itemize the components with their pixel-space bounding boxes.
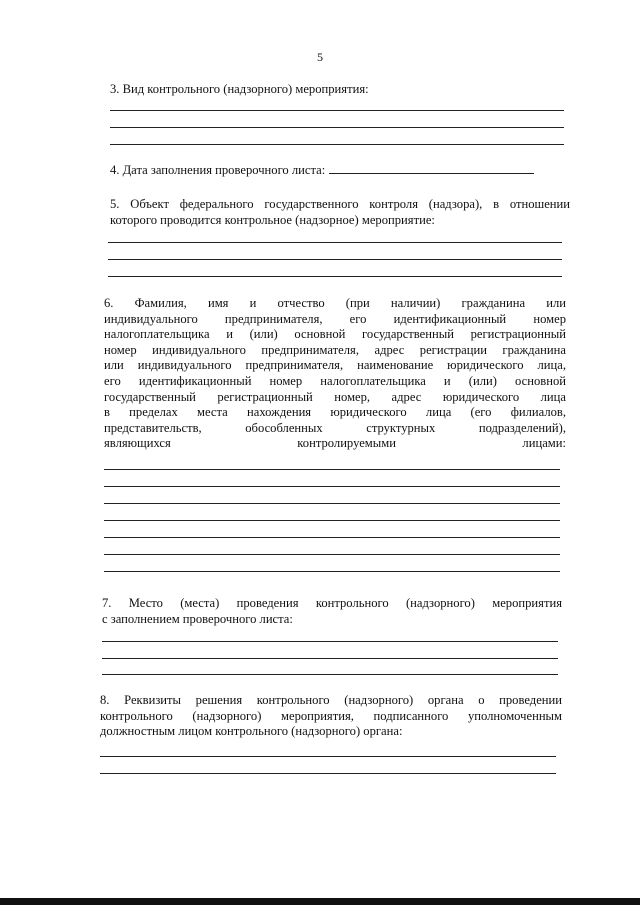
fill-line[interactable]: [104, 520, 560, 521]
fill-line[interactable]: [108, 259, 562, 260]
section-6-line: являющихся контролируемыми лицами:: [104, 436, 566, 451]
section-3-text: 3. Вид контрольного (надзорного) мероприятия:: [110, 82, 369, 96]
section-8-line-1: 8. Реквизиты решения контрольного (надзорного) органа о проведении: [100, 693, 562, 707]
section-4-text: 4. Дата заполнения проверочного листа:: [110, 163, 326, 177]
fill-line[interactable]: [102, 674, 558, 675]
fill-line[interactable]: [102, 658, 558, 659]
fill-line[interactable]: [102, 641, 558, 642]
section-6: [104, 296, 566, 452]
section-6-line: его идентификационный номер налогоплательщика и (или) основной: [104, 373, 566, 388]
section-6-line: номер индивидуального предпринимателя, адрес регистрации гражданина: [104, 342, 566, 357]
fill-line[interactable]: [108, 242, 562, 243]
section-6-line: индивидуального предпринимателя, его идентификационный номер: [104, 311, 566, 326]
fill-line[interactable]: [104, 554, 560, 555]
page-number: 5: [317, 50, 323, 64]
fill-line[interactable]: [104, 486, 560, 487]
fill-line[interactable]: [100, 756, 556, 757]
section-3-title: [110, 82, 560, 98]
fill-line[interactable]: [104, 537, 560, 538]
section-5-line-2: которого проводится контрольное (надзорное) мероприятие:: [110, 212, 435, 227]
fill-line[interactable]: [104, 503, 560, 504]
section-4-title: [110, 162, 570, 179]
section-8: [100, 693, 562, 740]
section-6-line: или индивидуального предпринимателя, наименование юридического лица,: [104, 358, 566, 373]
section-6-line: налогоплательщика и (или) основной государственный регистрационный: [104, 327, 566, 342]
fill-line[interactable]: [104, 469, 560, 470]
fill-line[interactable]: [108, 276, 562, 277]
section-6-line: 6. Фамилия, имя и отчество (при наличии) гражданина или: [104, 296, 566, 310]
fill-line[interactable]: [100, 773, 556, 774]
section-8-line-3: должностным лицом контрольного (надзорного) органа:: [100, 724, 403, 738]
fill-line[interactable]: [110, 127, 564, 128]
section-7-line-2: с заполнением проверочного листа:: [102, 611, 293, 626]
section-6-line: государственный регистрационный номер, адрес юридического лица: [104, 389, 566, 404]
fill-line[interactable]: [104, 571, 560, 572]
fill-line[interactable]: [110, 110, 564, 111]
section-8-line-2: контрольного (надзорного) мероприятия, подписанного уполномоченным: [100, 708, 562, 723]
scan-bottom-edge: [0, 898, 640, 905]
date-fill-line[interactable]: [329, 162, 534, 174]
section-5-line-1: 5. Объект федерального государственного контроля (надзора), в отношении: [110, 197, 570, 211]
section-5: [110, 197, 570, 228]
section-6-line: в пределах места нахождения юридического лица (его филиалов,: [104, 405, 566, 420]
fill-line[interactable]: [110, 144, 564, 145]
section-7-line-1: 7. Место (места) проведения контрольного (надзорного) мероприятия: [102, 596, 562, 610]
section-6-line: представительств, обособленных структурных подразделений),: [104, 420, 566, 435]
section-7: [102, 596, 562, 627]
